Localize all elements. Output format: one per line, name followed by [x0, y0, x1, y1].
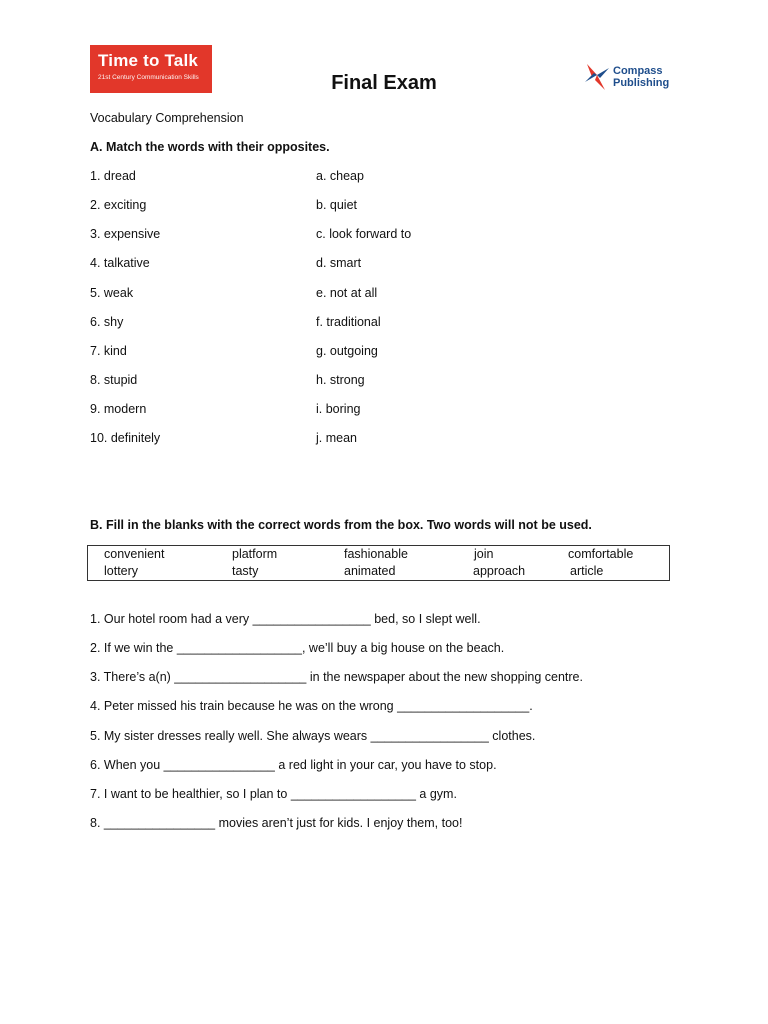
fill-blank-sentence: 8. ________________ movies aren’t just for kids. I enjoy them, too!: [90, 816, 463, 830]
word-box-word: article: [570, 564, 604, 578]
match-left-item: 5. weak: [90, 286, 134, 300]
match-right-item: j. mean: [316, 431, 357, 445]
word-box-word: convenient: [104, 547, 165, 561]
publisher-name: [613, 65, 669, 89]
match-right-item: i. boring: [316, 402, 361, 416]
word-box-word: lottery: [104, 564, 139, 578]
match-left-item: 8. stupid: [90, 373, 138, 387]
match-right-item: f. traditional: [316, 315, 381, 329]
match-left-item: 6. shy: [90, 315, 124, 329]
match-left-item: 9. modern: [90, 402, 147, 416]
fill-blank-sentence: 7. I want to be healthier, so I plan to __________________ a gym.: [90, 787, 457, 801]
fill-blank-sentence: 6. When you ________________ a red light in your car, you have to stop.: [90, 758, 497, 772]
page-title: Final Exam: [331, 72, 437, 94]
match-left-item: 4. talkative: [90, 256, 150, 270]
word-box-word: platform: [232, 547, 278, 561]
word-box-word: tasty: [232, 564, 259, 578]
match-right-item: c. look forward to: [316, 227, 412, 241]
fill-blank-sentence: 1. Our hotel room had a very _________________ bed, so I slept well.: [90, 612, 481, 626]
publisher-line-2: Publishing: [613, 77, 670, 89]
match-left-item: 7. kind: [90, 344, 127, 358]
match-right-item: b. quiet: [316, 198, 358, 212]
fill-blank-sentence: 3. There’s a(n) ___________________ in the newspaper about the new shopping centre.: [90, 670, 583, 684]
compass-publishing-logo: [583, 62, 683, 96]
publisher-line-1: Compass: [613, 65, 663, 77]
compass-star-icon: [583, 62, 611, 92]
match-left-item: 1. dread: [90, 169, 136, 183]
match-right-item: d. smart: [316, 256, 362, 270]
word-box-word: approach: [473, 564, 526, 578]
match-right-item: g. outgoing: [316, 344, 378, 358]
match-right-item: a. cheap: [316, 169, 364, 183]
word-box-word: join: [474, 547, 494, 561]
fill-blank-sentence: 5. My sister dresses really well. She always wears _________________ clothes.: [90, 729, 536, 743]
word-box: [87, 545, 670, 581]
match-left-item: 2. exciting: [90, 198, 147, 212]
match-right-item: e. not at all: [316, 286, 378, 300]
fill-blank-sentence: 2. If we win the __________________, we’ll buy a big house on the beach.: [90, 641, 505, 655]
fill-blank-sentence: 4. Peter missed his train because he was on the wrong ___________________.: [90, 699, 533, 713]
word-box-word: animated: [344, 564, 396, 578]
part-a-instruction: A. Match the words with their opposites.: [90, 140, 330, 154]
match-left-item: 10. definitely: [90, 431, 161, 445]
logo-title: Time to Talk: [98, 51, 199, 70]
word-box-word: comfortable: [568, 547, 634, 561]
section-title: Vocabulary Comprehension: [90, 111, 244, 125]
match-right-item: h. strong: [316, 373, 365, 387]
word-box-word: fashionable: [344, 547, 408, 561]
part-b-instruction: B. Fill in the blanks with the correct words from the box. Two words will not be used.: [90, 518, 592, 532]
logo-subtitle: 21st Century Communication Skills: [98, 74, 199, 81]
match-left-item: 3. expensive: [90, 227, 161, 241]
